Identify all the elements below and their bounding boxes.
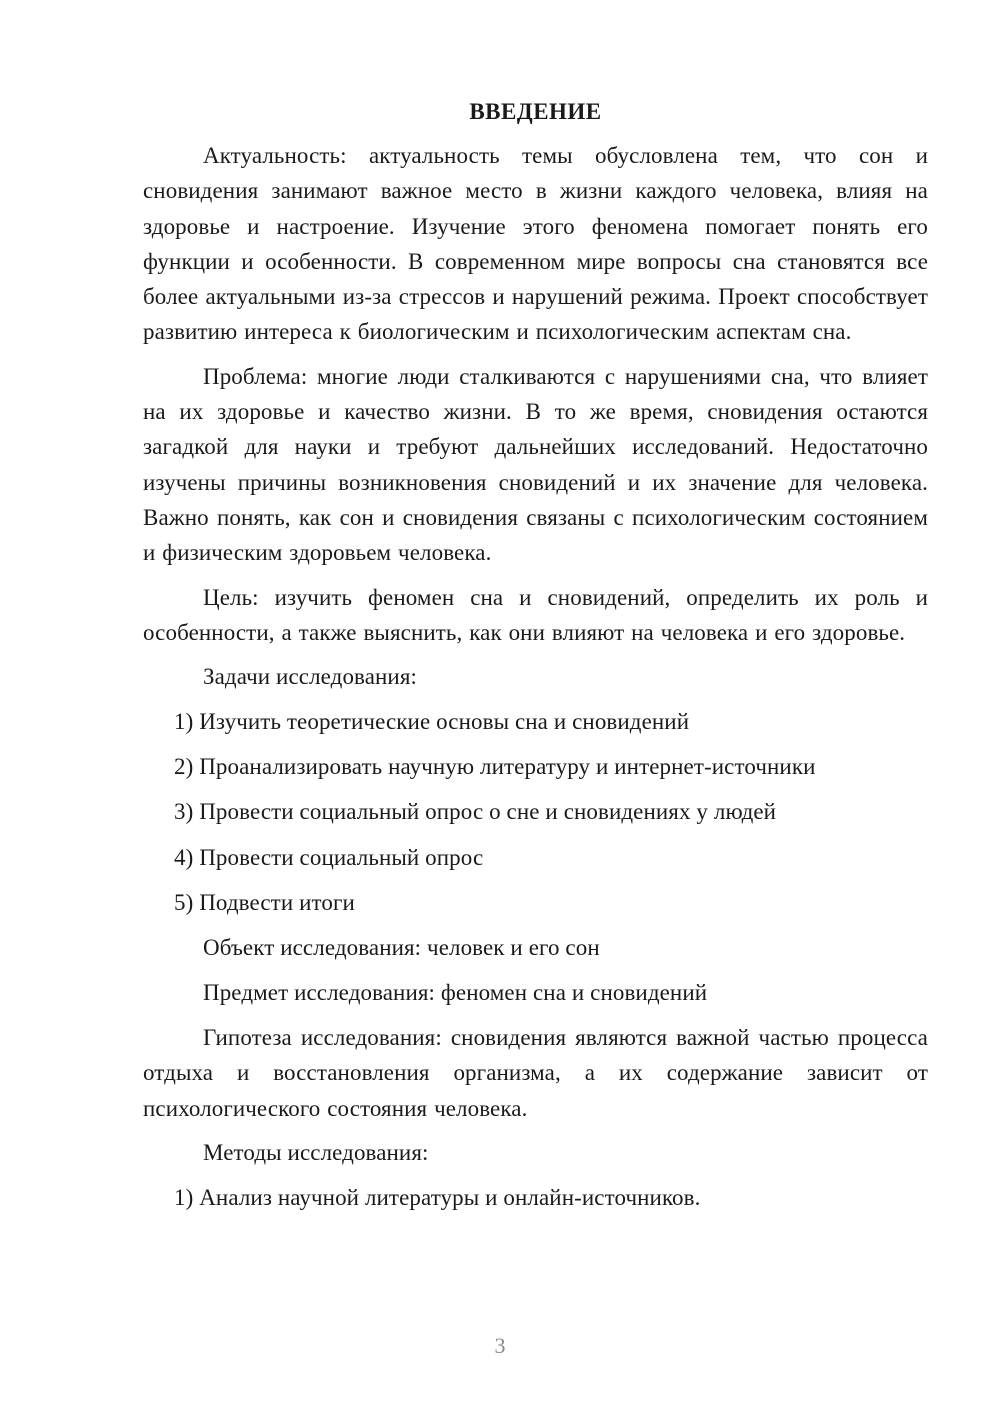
task-item: 3) Провести социальный опрос о сне и сновидениях у людей	[174, 799, 777, 825]
page-number: 3	[494, 1333, 506, 1358]
methods-heading: Методы исследования:	[203, 1139, 429, 1165]
task-item: 1) Изучить теоретические основы сна и сновидений	[174, 709, 690, 735]
object-line: Объект исследования: человек и его сон	[203, 934, 600, 960]
problem-paragraph: Проблема: многие люди сталкиваются с нарушениями сна, что влияет на их здоровье и качество жизни. В то же время, сновидения остаются загадкой для науки и требуют дальнейших исследований. Недостаточно изучены причины возникновения сновидений и их значение для человека. Важно понять, как сон и сновидения связаны с психологическим состоянием и физическим здоровьем человека.	[143, 363, 928, 566]
task-item: 5) Подвести итоги	[174, 889, 355, 915]
relevance-paragraph: Актуальность: актуальность темы обусловлена тем, что сон и сновидения занимают важное место в жизни каждого человека, влияя на здоровье и настроение. Изучение этого феномена помогает понять его функции и особенности. В современном мире вопросы сна становятся все более актуальными из-за стрессов и нарушений режима. Проект способствует развитию интереса к биологическим и психологическим аспектам сна.	[143, 143, 928, 345]
task-item: 2) Проанализировать научную литературу и интернет-источники	[174, 754, 816, 780]
hypothesis-paragraph: Гипотеза исследования: сновидения являются важной частью процесса отдыха и восстановления организма, а их содержание зависит от психологического состояния человека.	[143, 1024, 928, 1121]
document-body	[143, 96, 928, 1225]
method-item: 1) Анализ научной литературы и онлайн-источников.	[174, 1184, 701, 1210]
subject-line: Предмет исследования: феномен сна и сновидений	[203, 979, 708, 1005]
task-item: 4) Провести социальный опрос	[174, 844, 484, 870]
page-title: ВВЕДЕНИЕ	[469, 99, 602, 124]
goal-paragraph: Цель: изучить феномен сна и сновидений, определить их роль и особенности, а также выяснить, как они влияют на человека и его здоровье.	[143, 584, 928, 645]
tasks-heading: Задачи исследования:	[203, 664, 418, 690]
